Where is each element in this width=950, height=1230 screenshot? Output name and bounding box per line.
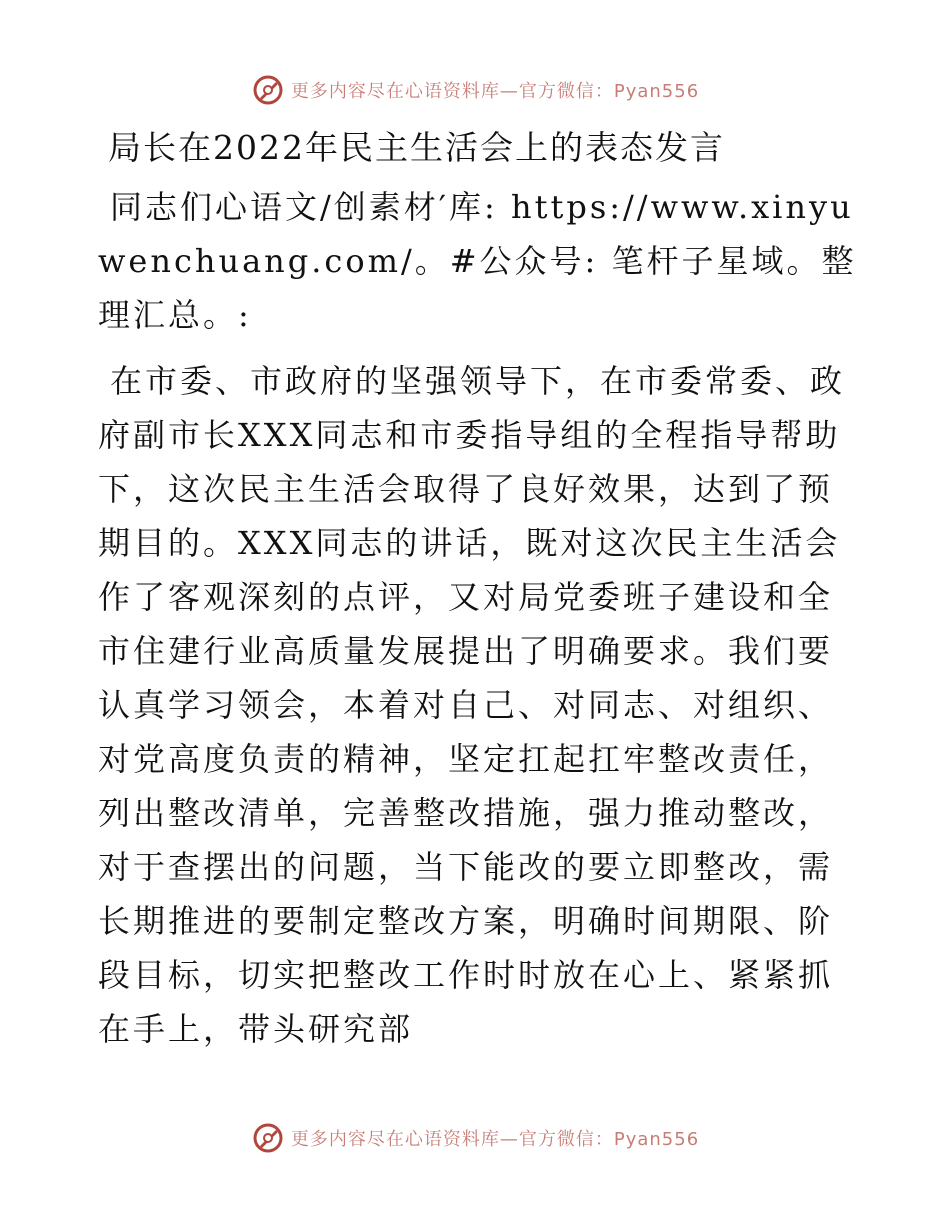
document-title: 局长在2022年民主生活会上的表态发言 [108, 128, 725, 167]
wechat-id: Pyan556 [613, 81, 700, 102]
document-body [98, 124, 858, 1068]
header-watermark [0, 70, 950, 110]
intro-paragraph: 同志们心语文/创素材′库: https://www.xinyuwenchuang.com/。#公众号: 笔杆子星域。整理汇总。: [98, 188, 857, 334]
watermark-text: 更多内容尽在心语资料库—官方微信：Pyan556 [290, 81, 700, 102]
pen-logo-icon [251, 73, 285, 107]
body-paragraph: 在市委、市政府的坚强领导下，在市委常委、政府副市长XXX同志和市委指导组的全程指导帮助下，这次民主生活会取得了良好效果，达到了预期目的。XXX同志的讲话，既对这次民主生活会作了客观深刻的点评，又对局党委班子建设和全市住建行业高质量发展提出了明确要求。我们要认真学习领会，本着对自己、对同志、对组织、对党高度负责的精神，坚定扛起扛牢整改责任，列出整改清单，完善整改措施，强力推动整改，对于查摆出的问题，当下能改的要立即整改，需长期推进的要制定整改方案，明确时间期限、阶段目标，切实把整改工作时时放在心上、紧紧抓在手上，带头研究部 [98, 362, 846, 1048]
wechat-id: Pyan556 [613, 1129, 700, 1150]
watermark-text: 更多内容尽在心语资料库—官方微信：Pyan556 [290, 1129, 700, 1150]
footer-watermark [0, 1118, 950, 1158]
pen-logo-icon [251, 1121, 285, 1155]
